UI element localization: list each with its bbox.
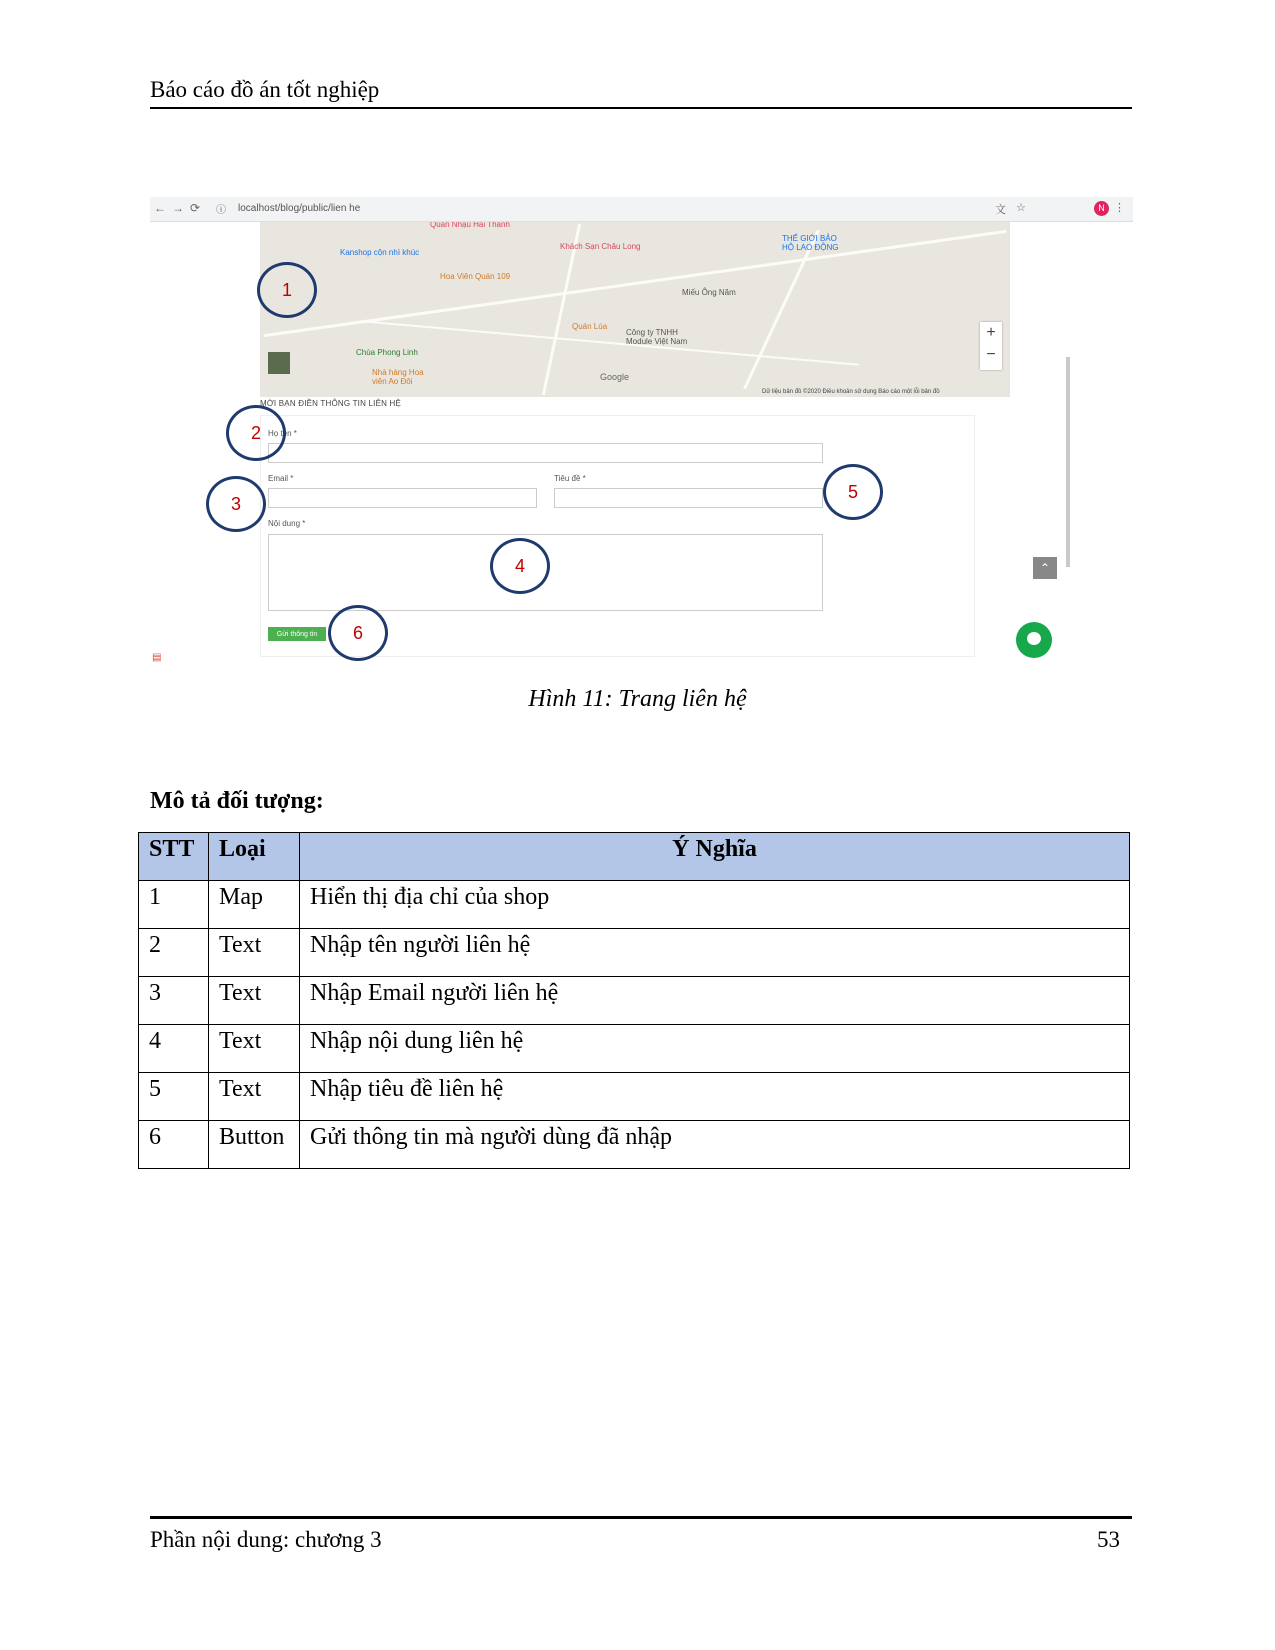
callout-3: 3 [206, 476, 266, 532]
scroll-top-icon[interactable]: ⌃ [1033, 557, 1057, 579]
map[interactable] [260, 222, 1010, 397]
translate-icon[interactable]: 文 [995, 204, 1006, 216]
table-cell: Nhập Email người liên hệ [300, 977, 1130, 1025]
table-cell: 1 [139, 881, 209, 929]
page-header [150, 73, 1132, 109]
table-cell: Map [209, 881, 300, 929]
map-poi: Nhà hàng Hoa viên Ao Đôi [372, 368, 424, 386]
table-cell: Gửi thông tin mà người dùng đã nhập [300, 1121, 1130, 1169]
table-header: Loại [209, 833, 300, 881]
avatar[interactable]: N [1094, 201, 1109, 216]
map-poi: Khách Sạn Châu Long [560, 242, 641, 251]
table-cell: Text [209, 929, 300, 977]
map-poi: Hoa Viên Quán 109 [440, 272, 511, 281]
table-cell: Nhập tiêu đề liên hệ [300, 1073, 1130, 1121]
scrollbar[interactable] [1066, 357, 1070, 567]
email-field[interactable] [268, 488, 537, 508]
subject-label: Tiêu đề * [554, 474, 586, 483]
browser-address-bar: ← → ⟳ ⓘ localhost/blog/public/lien he 文 ☆ N ⋮ [150, 197, 1133, 222]
table-cell: Hiển thị địa chỉ của shop [300, 881, 1130, 929]
table-cell: Nhập tên người liên hệ [300, 929, 1130, 977]
table-row [139, 881, 1130, 929]
back-icon[interactable]: ← [154, 201, 166, 215]
map-poi: Quán Lúa [572, 322, 608, 331]
chapter-label: Phần nội dung: chương 3 [150, 1527, 382, 1552]
object-description-table [138, 832, 1130, 1169]
email-label: Email * [268, 474, 294, 483]
callout-4: 4 [490, 538, 550, 594]
star-icon[interactable]: ☆ [1016, 202, 1026, 214]
info-icon: ⓘ [216, 205, 226, 216]
satellite-toggle[interactable] [268, 352, 290, 374]
table-cell: 4 [139, 1025, 209, 1073]
figure-caption: Hình 11: Trang liên hệ [528, 686, 747, 712]
zoom-out-icon[interactable]: − [986, 346, 996, 363]
table-row [139, 1025, 1130, 1073]
callout-2: 2 [226, 405, 286, 461]
page-footer [150, 1516, 1132, 1552]
map-poi: Miếu Ông Năm [682, 288, 736, 297]
table-row [139, 977, 1130, 1025]
reload-icon[interactable]: ⟳ [190, 201, 201, 215]
widget-icon: ▤ [152, 652, 162, 663]
zoom-controls[interactable] [980, 322, 1002, 370]
table-row [139, 1121, 1130, 1169]
map-poi: THẾ GIỚI BẢO HỘ LAO ĐỘNG [782, 234, 839, 252]
map-poi: Quán Nhậu Hải Thành [430, 222, 510, 229]
menu-icon[interactable]: ⋮ [1114, 202, 1125, 214]
table-cell: 2 [139, 929, 209, 977]
send-button[interactable]: Gửi thông tin [268, 627, 326, 641]
table-row [139, 929, 1130, 977]
map-poi: Công ty TNHH Module Việt Nam [626, 328, 688, 346]
table-cell: Nhập nội dung liên hệ [300, 1025, 1130, 1073]
section-title: Mô tả đối tượng: [150, 788, 324, 814]
subject-field[interactable] [554, 488, 823, 508]
forward-icon[interactable]: → [172, 201, 184, 215]
content-label: Nội dung * [268, 519, 306, 528]
google-logo: Google [600, 372, 630, 382]
table-cell: Text [209, 977, 300, 1025]
document-title: Báo cáo đồ án tốt nghiệp [150, 77, 380, 102]
callout-5: 5 [823, 464, 883, 520]
table-cell: Button [209, 1121, 300, 1169]
zoom-in-icon[interactable]: + [986, 324, 996, 341]
table-header-row [139, 833, 1130, 881]
table-cell: 5 [139, 1073, 209, 1121]
chat-icon[interactable] [1016, 622, 1052, 658]
callout-6: 6 [328, 605, 388, 661]
map-poi: Chùa Phong Linh [356, 348, 418, 357]
page-number: 53 [1097, 1527, 1120, 1552]
name-label: Họ tên * [268, 429, 297, 438]
table-cell: Text [209, 1025, 300, 1073]
form-title: MỜI BẠN ĐIỀN THÔNG TIN LIÊN HỆ [260, 399, 402, 408]
table-cell: 3 [139, 977, 209, 1025]
map-poi: Kanshop cộn nhì khúc [340, 248, 420, 257]
table-header: Ý Nghĩa [300, 833, 1130, 881]
name-field[interactable] [268, 443, 823, 463]
callout-1: 1 [257, 262, 317, 318]
table-cell: Text [209, 1073, 300, 1121]
table-cell: 6 [139, 1121, 209, 1169]
table-row [139, 1073, 1130, 1121]
table-header: STT [139, 833, 209, 881]
map-attribution: Dữ liệu bản đồ ©2020 Điều khoản sử dụng Báo cáo một lỗi bản đồ [762, 389, 940, 395]
